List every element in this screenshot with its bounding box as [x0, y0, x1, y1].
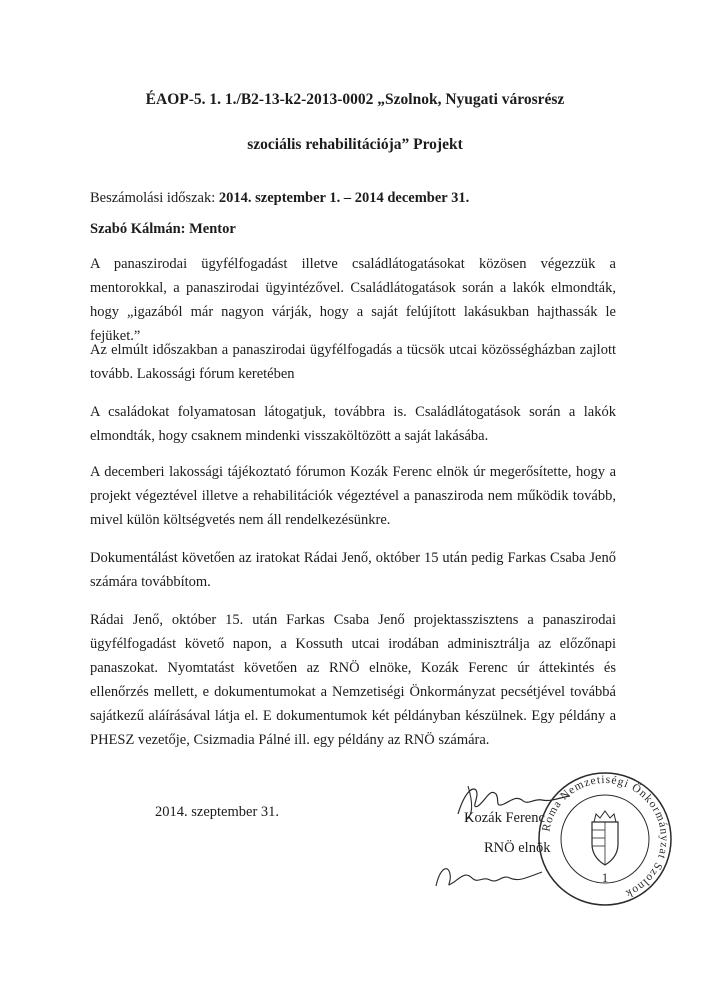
- author-line: Szabó Kálmán: Mentor: [90, 221, 236, 237]
- project-title-line1: ÉAOP-5. 1. 1./B2-13-k2-2013-0002 „Szolnok, Nyugati városrész: [145, 91, 565, 108]
- signer-name: Kozák Ferenc: [464, 810, 545, 826]
- reporting-period-value: 2014. szeptember 1. – 2014 december 31.: [218, 190, 470, 206]
- document-date: 2014. szeptember 31.: [155, 804, 280, 820]
- reporting-period: [90, 190, 469, 207]
- paragraph: A panaszirodai ügyfélfogadást illetve családlátogatásokat közösen végezzük a mentorokkal, a panaszirodai ügyintézővel. Családlátogatások során a lakók elmondták, hogy „igazából már nagyon várják, hogy a saját felújított lakásukban hajthassák le fejüket.”: [90, 256, 616, 344]
- project-title-line2: szociális rehabilitációja” Projekt: [247, 136, 463, 153]
- paragraph: A decemberi lakossági tájékoztató fórumon Kozák Ferenc elnök úr megerősítette, hogy a projekt végeztével illetve a rehabilitációk végeztével a panasziroda nem működik tovább, mivel külön költségvetés nem áll rendelkezésünkre.: [90, 464, 616, 528]
- paragraph: Dokumentálást követően az iratokat Rádai Jenő, október 15 után pedig Farkas Csaba Jenő számára továbbítom.: [90, 550, 616, 590]
- official-seal-stamp: [530, 764, 680, 914]
- signer-role: RNÖ elnök: [484, 840, 551, 856]
- paragraph: Az elmúlt időszakban a panaszirodai ügyfélfogadás a tücsök utcai közösségházban zajlott tovább. Lakossági fórum keretében: [90, 342, 616, 382]
- seal-ring-text: Roma Nemzetiségi Önkormányzat Szolnok: [540, 773, 671, 900]
- seal-number: 1: [601, 870, 609, 885]
- paragraph: Rádai Jenő, október 15. után Farkas Csaba Jenő projektasszisztens a panaszirodai ügyfélfogadást követő napon, a Kossuth utcai irodában adminisztrálja az előzőnapi panaszokat. Nyomtatást követően az RNÖ elnöke, Kozák Ferenc úr áttekintés és ellenőrzés mellett, e dokumentumokat a Nemzetiségi Önkormányzat pecsétjével továbbá sajátkezű aláírásával látja el. E dokumentumok két példányban készülnek. Egy példány a PHESZ vezetője, Csizmadia Pálné ill. egy példány az RNÖ számára.: [90, 612, 616, 748]
- reporting-period-label: Beszámolási időszak:: [90, 190, 216, 206]
- paragraph: A családokat folyamatosan látogatjuk, továbbra is. Családlátogatások során a lakók elmondták, hogy csaknem mindenki visszaköltözött a saját lakásába.: [90, 404, 616, 444]
